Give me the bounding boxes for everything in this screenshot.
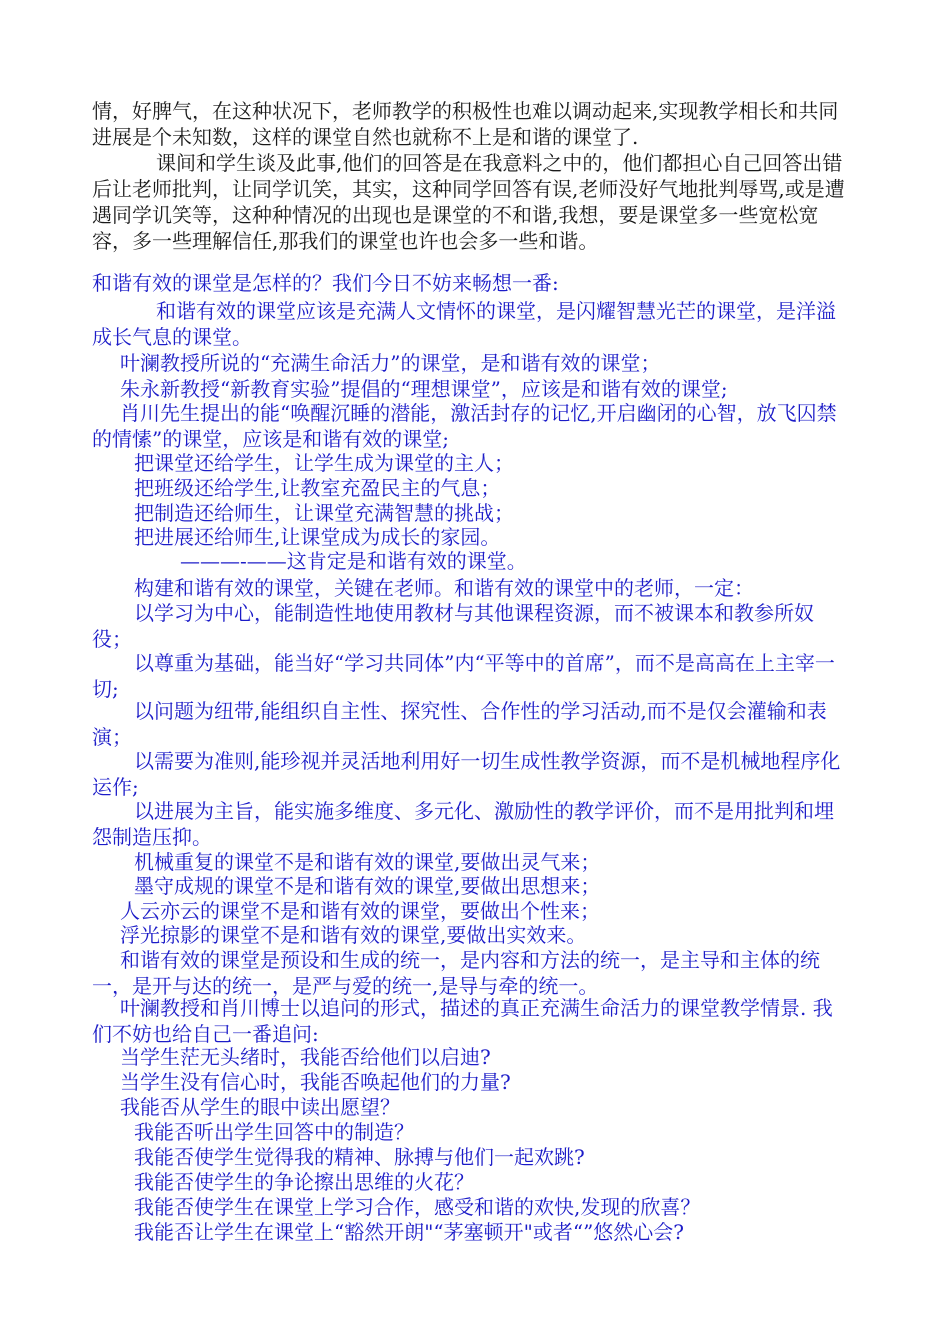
question-hear-creation: 我能否听出学生回答中的制造？ [134,1120,414,1144]
paragraph-zhu-yongxin: 朱永新教授“新教育实验”提倡的“理想课堂”，应该是和谐有效的课堂; [120,377,728,401]
paragraph-questioning-intro: 叶澜教授和肖川博士以追问的形式，描述的真正充满生命活力的课堂教学情景. 我们不妨也给自己一番追问: [92,996,833,1046]
question-pulse: 我能否使学生觉得我的精神、脉搏与他们一起欢跳? [134,1145,585,1169]
paragraph-ye-lan: 叶澜教授所说的“充满生命活力”的课堂，是和谐有效的课堂； [120,351,661,375]
question-read-wishes: 我能否从学生的眼中读出愿望？ [120,1095,400,1119]
question-cooperation: 我能否使学生在课堂上学习合作，感受和谐的欢快,发现的欣喜？ [134,1195,701,1219]
paragraph-student-feedback: 课间和学生谈及此事,他们的回答是在我意料之中的，他们都担心自己回答出错后让老师批判，让同学讥笑，其实，这种同学回答有误,老师没好气地批判辱骂,或是遭遇同学讥笑等，这种种情况的出现也是课堂的不和谐,我想，要是课堂多一些宽松宽容，多一些理解信任,那我们的课堂也许也会多一些和谐。 [92,151,845,253]
paragraph-mechanical: 机械重复的课堂不是和谐有效的课堂,要做出灵气来； [134,850,601,874]
paragraph-respect-basis: 以尊重为基础，能当好“学习共同体”内“平等中的首席”，而不是高高在上主宰一切; [92,651,835,701]
paragraph-class-to-students: 把班级还给学生,让教室充盈民主的气息； [134,476,501,500]
question-inspire: 当学生茫无头绪时，我能否给他们以启迪? [120,1045,491,1069]
paragraph-conclusion: ———-——这肯定是和谐有效的课堂。 [180,549,527,573]
question-confidence: 当学生没有信心时，我能否唤起他们的力量? [120,1070,511,1094]
question-spark: 我能否使学生的争论擦出思维的火花？ [134,1170,474,1194]
paragraph-superficial: 浮光掠影的课堂不是和谐有效的课堂,要做出实效来。 [120,923,587,947]
paragraph-unity: 和谐有效的课堂是预设和生成的统一，是内容和方法的统一，是主导和主体的统一，是开与达的统一，是严与爱的统一,是导与牵的统一。 [92,948,820,998]
paragraph-needs-criterion: 以需要为准则,能珍视并灵活地利用好一切生成性教学资源，而不是机械地程序化运作; [92,749,841,799]
paragraph-xiao-chuan: 肖川先生提出的能“唤醒沉睡的潜能，激活封存的记忆,开启幽闭的心智，放飞囚禁的情愫”的课堂，应该是和谐有效的课堂; [92,401,837,451]
paragraph-definition: 和谐有效的课堂应该是充满人文情怀的课堂，是闪耀智慧光芒的课堂，是洋溢成长气息的课堂。 [92,299,836,349]
paragraph-conformist: 人云亦云的课堂不是和谐有效的课堂，要做出个性来； [120,899,600,923]
paragraph-continued: 情，好脾气，在这种状况下，老师教学的积极性也难以调动起来,实现教学相长和共同进展是个未知数，这样的课堂自然也就称不上是和谐的课堂了. [92,99,839,149]
paragraph-key-teacher: 构建和谐有效的课堂，关键在老师。和谐有效的课堂中的老师，一定： [134,576,754,600]
question-enlightenment: 我能否让学生在课堂上“豁然开朗"“茅塞顿开"或者“”悠然心会? [134,1220,685,1244]
paragraph-problem-link: 以问题为纽带,能组织自主性、探究性、合作性的学习活动,而不是仅会灌输和表演； [92,699,827,749]
paragraph-learning-center: 以学习为中心，能制造性地使用教材与其他课程资源，而不被课本和教参所奴役； [92,601,814,651]
paragraph-creation-to-teachers: 把制造还给师生，让课堂充满智慧的挑战； [134,501,514,525]
paragraph-classroom-to-students: 把课堂还给学生，让学生成为课堂的主人； [134,451,514,475]
paragraph-progress-to-teachers: 把进展还给师生,让课堂成为成长的家园。 [134,525,501,549]
paragraph-development-aim: 以进展为主旨，能实施多维度、多元化、激励性的教学评价，而不是用批判和埋怨制造压抑。 [92,799,834,849]
paragraph-conventional: 墨守成规的课堂不是和谐有效的课堂,要做出思想来； [134,874,601,898]
paragraph-question-heading: 和谐有效的课堂是怎样的？我们今日不妨来畅想一番: [92,271,559,295]
